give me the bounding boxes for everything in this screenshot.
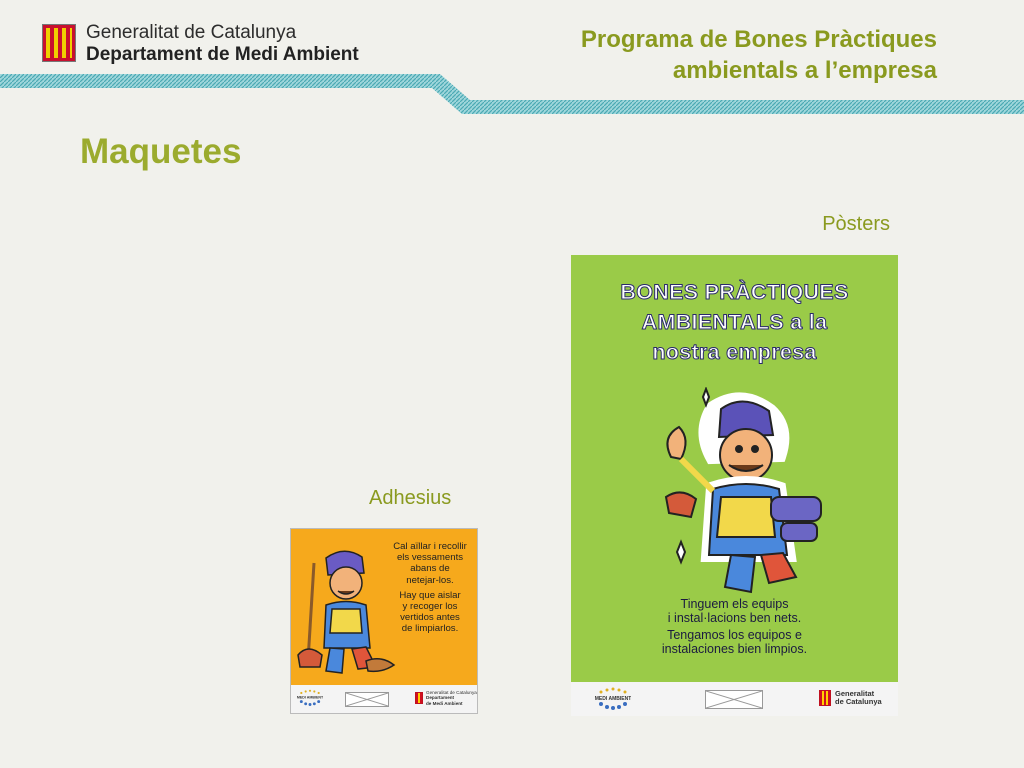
program-title-line2: ambientals a l’empresa [672,57,937,84]
adhesius-label: Adhesius [369,487,452,509]
sticker-text-es-4: de limpiarlos. [401,623,459,635]
department-name: Departament de Medi Ambient [86,44,359,65]
sticker-foot-left-text: MEDI AMBIENT [297,695,323,700]
poster-foot-generalitat [819,690,882,706]
poster-footer [571,682,898,716]
poster-foot-right-1: Generalitat [835,689,875,698]
poster-text-ca-2: i instal·lacions ben nets. [667,611,802,625]
sticker-text-es-1: Hay que aislar [399,589,461,601]
generalitat-logo [42,22,402,66]
poster-heading-line3: nostra empresa [652,340,817,364]
worker-sweeping-illustration-icon [296,543,396,678]
poster-text-es-1: Tengamos los equipos e [667,628,802,642]
poster-heading [571,277,898,367]
medi-ambient-logo-icon [297,688,323,708]
slide-title: Maquetes [80,132,242,171]
program-title [581,24,937,86]
sticker-message [383,541,477,635]
program-title-line1: Programa de Bones Pràctiques [580,26,937,53]
poster-mockup [571,255,898,716]
catalan-flag-icon [415,692,423,704]
sticker-footer [291,685,477,713]
medi-ambient-logo-icon [595,686,631,712]
poster-text-ca-1: Tinguem els equips [680,597,789,611]
sticker-text-ca-3: abans de [410,563,450,575]
sticker-text-es-3: vertidos antes [400,612,460,624]
poster-heading-line2: AMBIENTALS a la [641,310,828,334]
sticker-text-ca-4: netejar-los. [406,574,454,586]
sticker-foot-right-1: Generalitat de Catalunya [426,690,477,695]
sticker-text-ca-2: els vessaments [396,552,464,564]
catalan-flag-icon [42,24,76,62]
poster-heading-line1: BONES PRÀCTIQUES [620,280,849,304]
placeholder-box-icon [345,692,389,707]
sticker-foot-right-3: de Medi Ambient [426,700,463,706]
poster-foot-right-2: de Catalunya [835,697,882,706]
sticker-mockup [290,528,478,714]
sticker-foot-right-2: Departament [426,695,455,701]
sticker-text-ca-1: Cal aïllar i recollir [393,541,467,552]
catalan-flag-icon [819,690,831,706]
placeholder-box-icon [705,690,763,709]
sticker-text-es-2: y recoger los [402,601,458,613]
worker-illustration-icon [651,387,826,602]
poster-text-es-2: instalaciones bien limpios. [661,642,808,656]
org-name: Generalitat de Catalunya [86,22,297,43]
poster-foot-left-text: MEDI AMBIENT [595,696,631,702]
poster-message [571,597,898,656]
posters-label: Pòsters [822,213,890,235]
sticker-foot-generalitat [415,690,477,706]
